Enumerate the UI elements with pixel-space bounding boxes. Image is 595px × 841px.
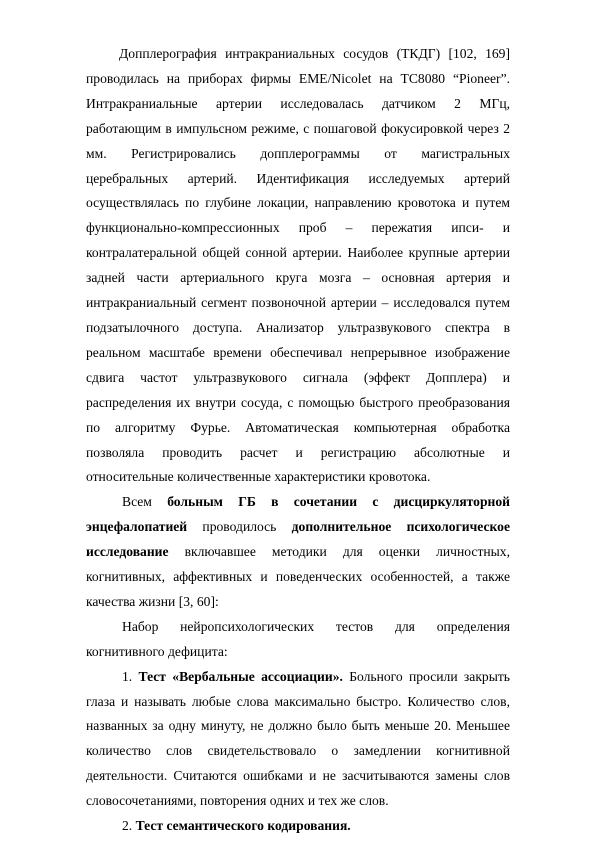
text-run: проводилось [187,519,292,535]
test-title-semantic: Тест семантического кодирования. [135,818,351,834]
text-run: включавшее методики для оценки личностных, когнитивных, аффективных и поведенческих особенностей, а также качества жизни [3, 60]: [86,544,510,609]
test-description-verbal: Больного просили закрыть глаза и называть любые слова максимально быстро. Количество слов, названных за одну минуту, не должно было быть меньше 20. Меньшее количество слов свидетельствовало о замедлении когнитивной деятельности. Считаются ошибками и не засчитываются замены слов словосочетаниями, повторения одних и тех же слов. [86,668,510,809]
paragraph-doppler: Допплерография интракраниальных сосудов (ТКДГ) [102, 169] проводилась на приборах фирмы EME/Nicolet на ТС8080 “Pioneer”. Интракраниальные артерии исследовалась датчиком 2 МГц, работающим в импульсном режиме, с пошаговой фокусировкой через 2 мм. Регистрировались допплерограммы от магистральных церебральных артерий. Идентификация исследуемых артерий осуществлялась по глубине локации, направлению кровотока и путем функционально-компрессионных проб – пережатия ипси- и контралатеральной общей сонной артерии. Наиболее крупные артерии задней части артериального круга мозга – основная артерия и интракраниальный сегмент позвоночной артерии – исследовался путем подзатылочного доступа. Анализатор ультразвукового спектра в реальном масштабе времени обеспечивал непрерывное изображение сдвига частот ультразвукового сигнала (эффект Допплера) и распределения их внутри сосуда, с помощью быстрого преобразования по алгоритму Фурье. Автоматическая компьютерная обработка позволяла проводить расчет и регистрацию абсолютные и относительные количественные характеристики кровотока. [86,46,510,485]
list-item-test-1 [86,665,510,814]
bold-run-patients: больным ГБ в сочетании с дисциркуляторной энцефалопатией [86,494,510,535]
list-number: 2. [122,818,136,834]
paragraph-psych-study [86,490,510,615]
text-run: Всем [122,494,168,510]
list-number: 1. [122,668,139,684]
bold-run-study: дополнительное психологическое исследование [86,519,510,560]
list-item-test-2 [86,814,510,839]
paragraph-test-set: Набор нейропсихологических тестов для определения когнитивного дефицита: [86,618,510,659]
test-title-verbal: Тест «Вербальные ассоциации». [138,668,343,684]
